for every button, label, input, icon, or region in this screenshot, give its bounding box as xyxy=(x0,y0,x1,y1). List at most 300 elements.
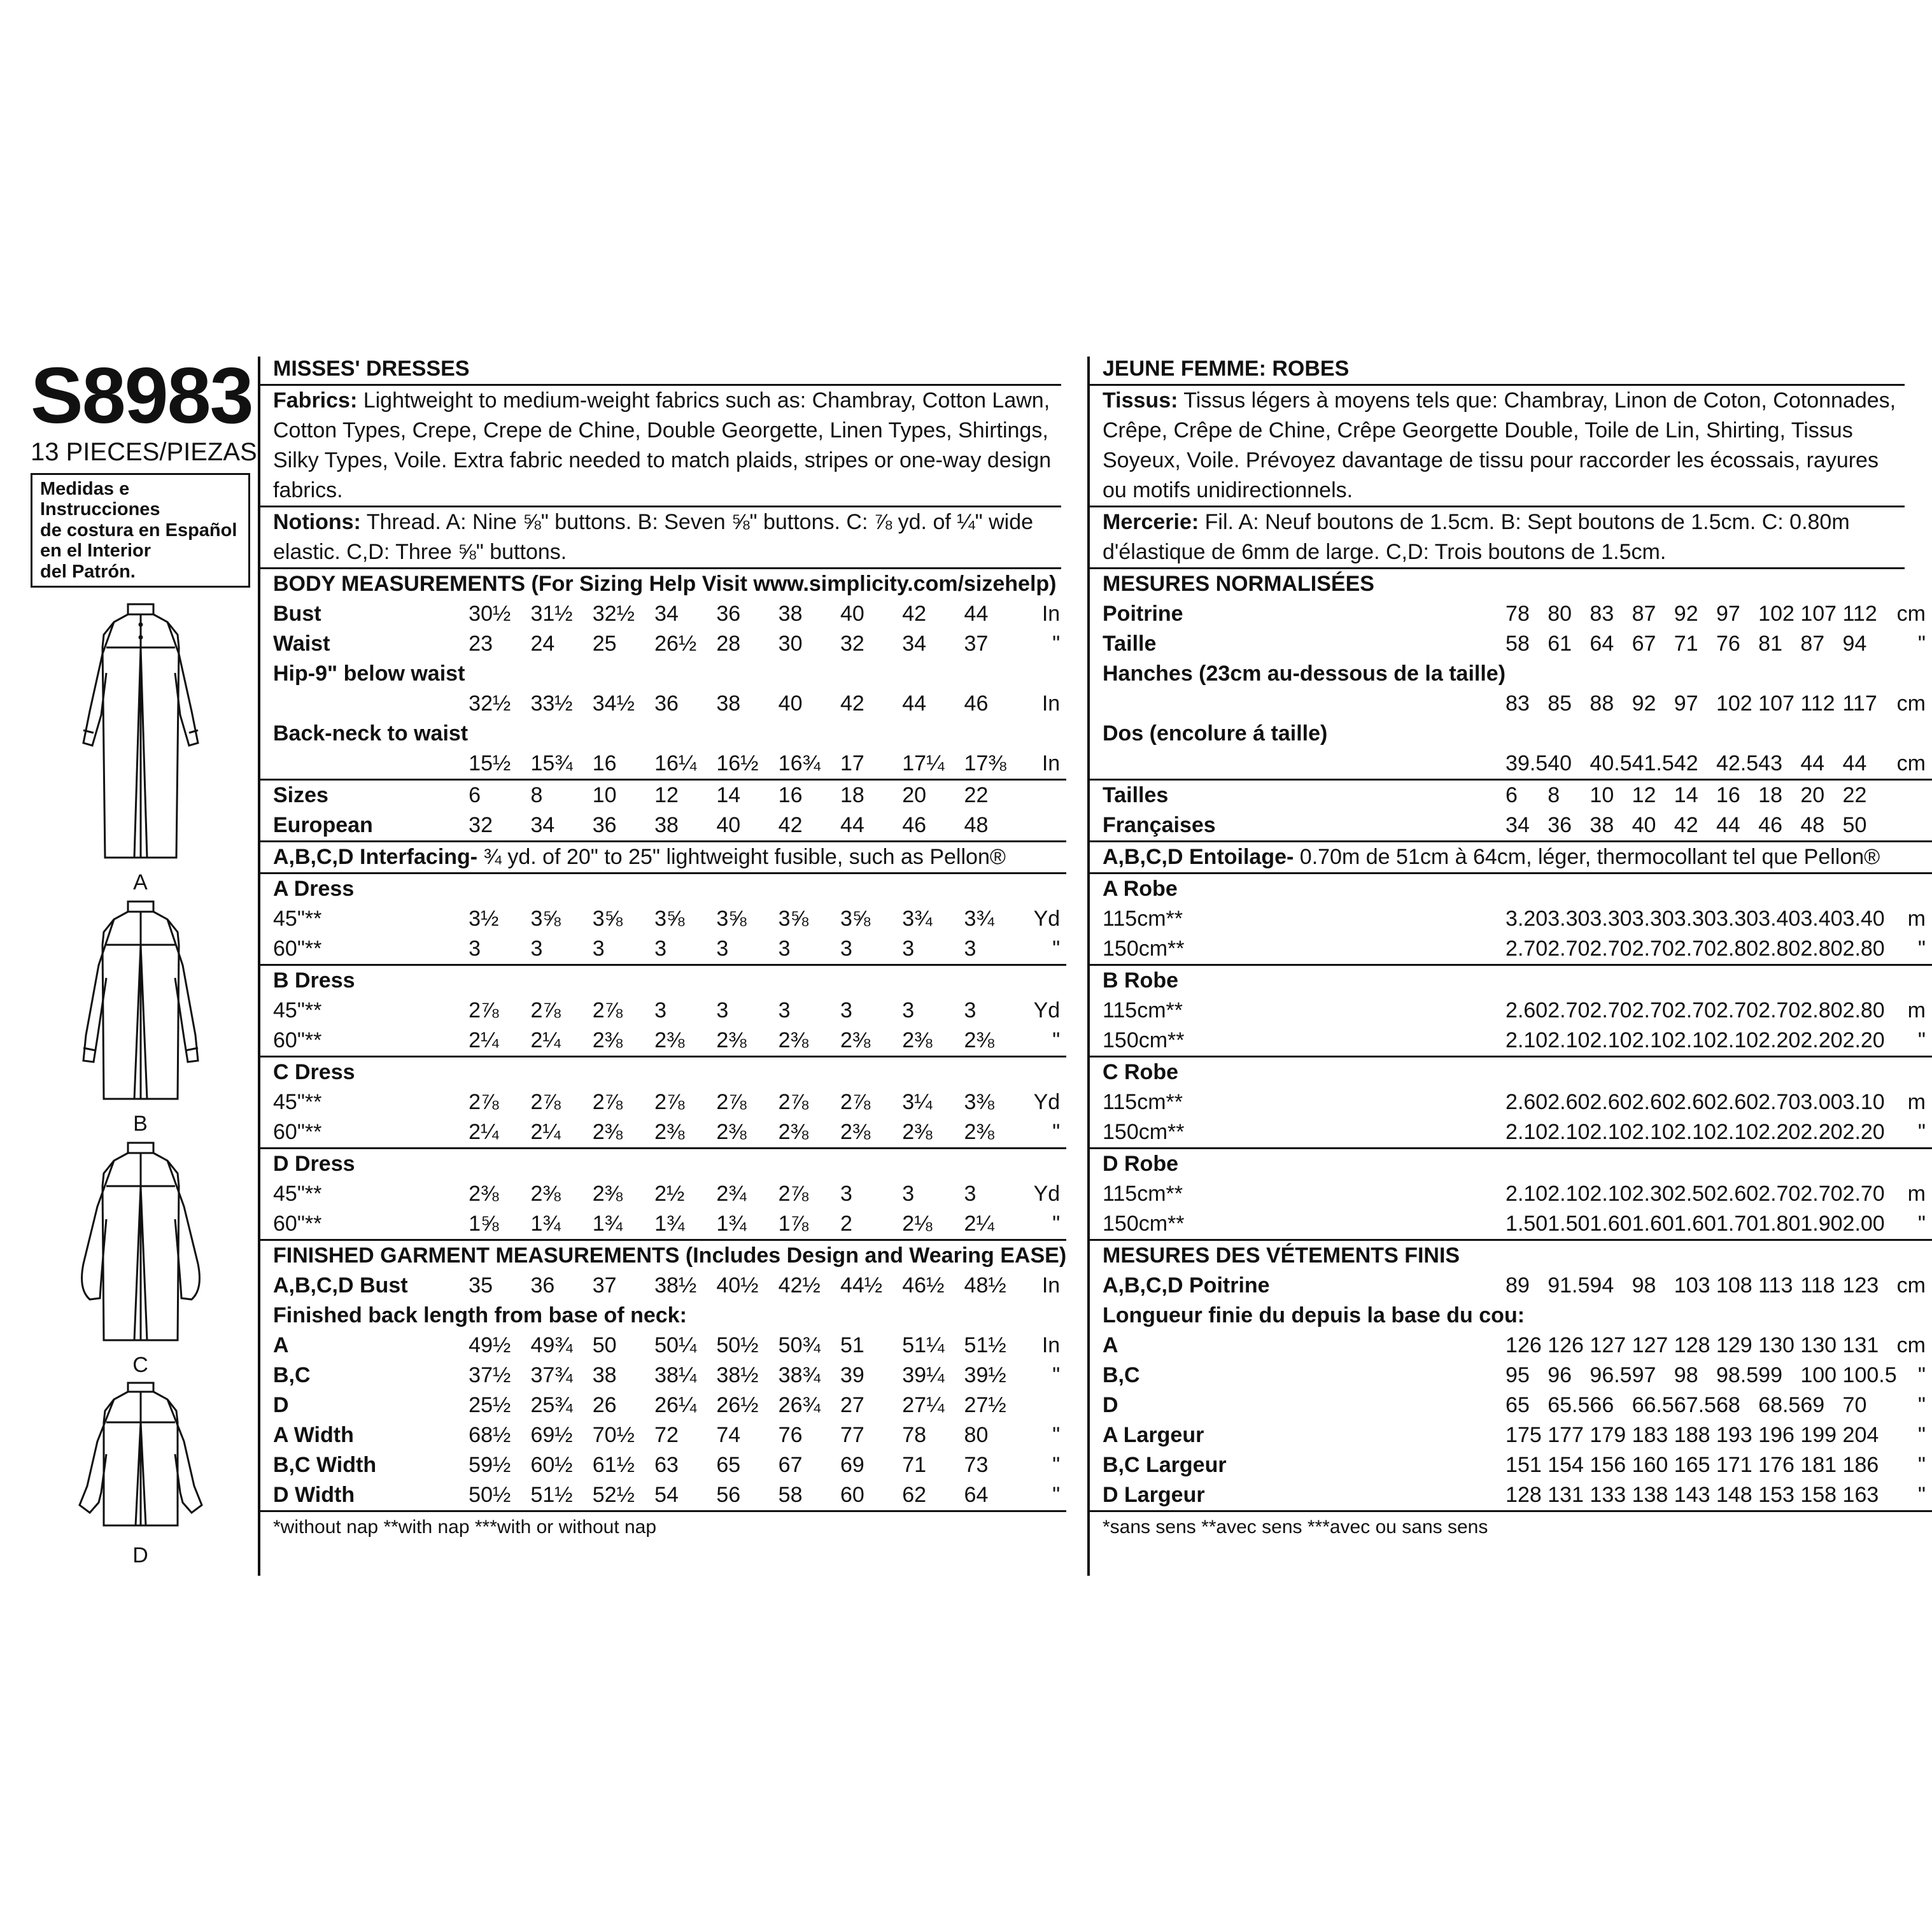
body-row xyxy=(258,719,1066,749)
interfacing-row-text xyxy=(1087,842,1932,874)
value-cell: 102 xyxy=(1758,602,1795,626)
value-cell: 1⅞ xyxy=(779,1209,840,1240)
value-cell: 68½ xyxy=(469,1423,511,1447)
value-cell: 14 xyxy=(1674,783,1698,807)
unit-cell: " xyxy=(1917,632,1926,656)
value-cell: 24 xyxy=(530,632,555,656)
value-cell: 193 xyxy=(1716,1423,1752,1447)
unit-cell: " xyxy=(1917,1393,1926,1417)
value-cell: 2⅜ xyxy=(964,1026,1026,1057)
value-cell: 3 xyxy=(840,1182,852,1206)
value-cell: 14 xyxy=(716,783,741,807)
value-cell xyxy=(1758,719,1800,749)
finished-row xyxy=(1087,1361,1932,1390)
row-label: B,C xyxy=(1103,1363,1140,1387)
yardage-row xyxy=(258,904,1066,934)
value-cell: 188 xyxy=(1674,1423,1710,1447)
value-cell: 2¾ xyxy=(716,1182,747,1206)
row-label: A xyxy=(1103,1333,1118,1357)
value-cell: 2⅜ xyxy=(902,1117,964,1149)
value-cell: 78 xyxy=(902,1423,927,1447)
value-cell: 58 xyxy=(1505,632,1530,656)
value-cell: 3 xyxy=(902,934,964,965)
yardage-row xyxy=(258,1209,1066,1240)
value-cell: 2¼ xyxy=(964,1209,1026,1240)
spanish-line: del Patrón. xyxy=(40,561,136,582)
body-row xyxy=(258,659,1066,689)
value-cell: 74 xyxy=(716,1423,741,1447)
panel-title: JEUNE FEMME: ROBES xyxy=(1087,354,1905,386)
row-label: 60"** xyxy=(258,1117,469,1149)
value-cell: 2⅞ xyxy=(778,1090,808,1114)
fabrics-section xyxy=(1087,386,1905,507)
value-cell: 17⅜ xyxy=(964,749,1026,780)
value-cell: 118 xyxy=(1800,1273,1835,1298)
value-cell: 87 xyxy=(1632,602,1656,626)
value-cell: 37 xyxy=(964,632,989,656)
value-cell: 102 xyxy=(1716,691,1752,716)
value-cell: 2.10 xyxy=(1674,1026,1716,1057)
view-yardage-heading-text: B Robe xyxy=(1103,968,1178,993)
value-cell: 100 xyxy=(1800,1363,1837,1387)
value-cell: 36 xyxy=(530,1273,555,1298)
unit-cell: " xyxy=(1026,934,1066,965)
value-cell: 123 xyxy=(1842,1273,1879,1298)
value-cell: 68 xyxy=(1716,1393,1740,1417)
yardage-row xyxy=(1087,1087,1932,1117)
row-label: 45"** xyxy=(273,1182,322,1206)
unit-cell: " xyxy=(1052,1363,1061,1387)
value-cell: 25½ xyxy=(469,1393,511,1417)
value-cell: 72 xyxy=(654,1423,679,1447)
value-cell: 50½ xyxy=(469,1480,530,1511)
yardage-row xyxy=(1087,934,1932,965)
value-cell: 171 xyxy=(1716,1453,1752,1477)
row-label: A xyxy=(273,1333,289,1357)
row-label: 150cm** xyxy=(1087,1117,1505,1149)
value-cell: 27 xyxy=(840,1393,864,1417)
value-cell: 3.40 xyxy=(1800,907,1843,931)
value-cell: 38½ xyxy=(654,1273,697,1298)
value-cell: 95 xyxy=(1505,1363,1530,1387)
pattern-number: S8983 xyxy=(31,352,253,440)
value-cell xyxy=(1590,659,1632,689)
value-cell: 67.5 xyxy=(1674,1393,1716,1417)
finished-measurements-heading xyxy=(258,1240,1066,1271)
yardage-row xyxy=(258,996,1066,1026)
view-yardage-heading-text: A Dress xyxy=(273,877,355,901)
value-cell: 2.80 xyxy=(1800,934,1842,965)
value-cell: 2.10 xyxy=(1632,1117,1674,1149)
value-cell: 2⅜ xyxy=(654,1026,716,1057)
value-cell: 151 xyxy=(1505,1453,1542,1477)
finished-row xyxy=(1087,1331,1932,1361)
value-cell: 2⅜ xyxy=(840,1117,902,1149)
unit-cell: " xyxy=(1897,1209,1932,1240)
spanish-line: en el Interior xyxy=(40,541,152,562)
unit-cell xyxy=(1026,1390,1066,1420)
finished-measurements-heading xyxy=(1087,1240,1932,1271)
unit-cell: " xyxy=(1052,1453,1061,1477)
value-cell: 1.80 xyxy=(1758,1209,1800,1240)
value-cell xyxy=(1716,659,1758,689)
value-cell: 143 xyxy=(1674,1480,1716,1511)
value-cell: 22 xyxy=(1842,783,1867,807)
value-cell: 2⅜ xyxy=(716,1117,778,1149)
value-cell: 31½ xyxy=(530,602,573,626)
value-cell: 38½ xyxy=(716,1363,759,1387)
finished-row xyxy=(1087,1480,1932,1511)
value-cell xyxy=(593,719,654,749)
row-label: Tailles xyxy=(1103,783,1169,807)
value-cell: 76 xyxy=(1716,632,1740,656)
value-cell: 2⅜ xyxy=(964,1117,1026,1149)
value-cell: 2⅜ xyxy=(779,1026,840,1057)
value-cell: 2.60 xyxy=(1632,1090,1674,1114)
interfacing-text: 0.70m de 51cm à 64cm, léger, thermocollant tel que Pellon® xyxy=(1294,845,1880,869)
yardage-row xyxy=(1087,1179,1932,1209)
value-cell: 103 xyxy=(1674,1273,1710,1298)
value-cell: 2.10 xyxy=(1548,1182,1590,1206)
value-cell: 49½ xyxy=(469,1333,511,1357)
value-cell: 96.5 xyxy=(1590,1363,1632,1387)
value-cell: 37½ xyxy=(469,1363,511,1387)
unit-cell: " xyxy=(1026,1209,1066,1240)
finished-row xyxy=(258,1390,1066,1420)
english-panel xyxy=(258,354,1067,1542)
value-cell: 3.10 xyxy=(1842,1090,1885,1114)
value-cell: 2.10 xyxy=(1716,1117,1758,1149)
unit-cell: " xyxy=(1052,632,1061,656)
value-cell: 69½ xyxy=(530,1423,573,1447)
unit-cell: " xyxy=(1917,1423,1926,1447)
view-yardage-heading-text: D Dress xyxy=(273,1152,355,1176)
view-label-b: B xyxy=(133,1112,148,1136)
value-cell: 44 xyxy=(964,602,989,626)
measurement-table xyxy=(258,569,1066,1512)
value-cell xyxy=(1843,659,1897,689)
value-cell: 16¼ xyxy=(654,749,716,780)
view-yardage-heading xyxy=(258,1057,1066,1088)
value-cell: 2.60 xyxy=(1590,1090,1632,1114)
unit-cell: cm xyxy=(1896,1273,1926,1298)
view-yardage-heading xyxy=(1087,874,1932,905)
value-cell: 126 xyxy=(1548,1333,1584,1357)
finished-row xyxy=(258,1480,1066,1511)
row-label: A Width xyxy=(273,1423,354,1447)
value-cell: 3⅝ xyxy=(716,907,747,931)
row-label: A,B,C,D Bust xyxy=(273,1273,408,1298)
unit-cell: cm xyxy=(1897,749,1932,780)
value-cell: 42 xyxy=(902,602,927,626)
value-cell: 2⅜ xyxy=(593,1026,654,1057)
value-cell: 2.10 xyxy=(1590,1182,1632,1206)
value-cell: 38¼ xyxy=(654,1363,697,1387)
fabrics-text: Lightweight to medium-weight fabrics such as: Chambray, Cotton Lawn, Cotton Types, Crepe, Crepe de Chine, Double Georgette, Linen Types, Shirtings, Silky Types, Voile. Extra fabric needed to match plaids, stripes or one-way design fabrics. xyxy=(273,388,1052,502)
row-label: B,C Width xyxy=(273,1453,377,1477)
value-cell: 46½ xyxy=(902,1273,945,1298)
body-measurements-heading xyxy=(258,569,1066,599)
value-cell: 160 xyxy=(1632,1453,1668,1477)
value-cell: 3⅝ xyxy=(530,907,561,931)
yardage-row xyxy=(1087,1026,1932,1057)
value-cell: 126 xyxy=(1505,1333,1542,1357)
value-cell: 2.10 xyxy=(1548,1117,1590,1149)
value-cell: 94 xyxy=(1842,632,1867,656)
yardage-row xyxy=(1087,1209,1932,1240)
value-cell: 61 xyxy=(1548,632,1572,656)
value-cell: 2.70 xyxy=(1632,998,1674,1022)
value-cell: 2.70 xyxy=(1590,998,1632,1022)
value-cell xyxy=(1800,659,1842,689)
value-cell: 51½ xyxy=(964,1333,1006,1357)
value-cell: 44 xyxy=(840,810,902,842)
value-cell: 3⅝ xyxy=(654,907,685,931)
view-illustrations xyxy=(31,597,250,1568)
notions-text: Thread. A: Nine ⅝" buttons. B: Seven ⅝" buttons. C: ⅞ yd. of ¼" wide elastic. C,D: Three ⅝" buttons. xyxy=(273,510,1034,564)
notions-section xyxy=(258,507,1061,569)
value-cell: 2.70 xyxy=(1548,934,1590,965)
value-cell: 176 xyxy=(1758,1453,1795,1477)
value-cell xyxy=(593,659,654,689)
value-cell xyxy=(1505,719,1548,749)
value-cell: 98.5 xyxy=(1716,1363,1759,1387)
row-label: B,C xyxy=(273,1363,311,1387)
yardage-row xyxy=(258,1087,1066,1117)
value-cell: 2⅞ xyxy=(840,1090,871,1114)
value-cell: 99 xyxy=(1758,1363,1782,1387)
value-cell: 64 xyxy=(1590,632,1614,656)
view-yardage-heading-text: C Dress xyxy=(273,1060,355,1084)
value-cell: 30 xyxy=(778,632,803,656)
value-cell: 154 xyxy=(1548,1453,1584,1477)
value-cell: 2⅞ xyxy=(469,998,499,1022)
interfacing-label: A,B,C,D Entoilage- xyxy=(1103,845,1294,869)
value-cell xyxy=(840,659,902,689)
value-cell: 26¼ xyxy=(654,1393,697,1417)
value-cell: 3 xyxy=(654,998,666,1022)
value-cell: 181 xyxy=(1800,1453,1837,1477)
unit-cell xyxy=(1897,780,1932,811)
value-cell: 148 xyxy=(1716,1480,1758,1511)
value-cell: 16 xyxy=(1716,783,1740,807)
unit-cell: In xyxy=(1041,691,1061,716)
value-cell: 73 xyxy=(964,1453,989,1477)
value-cell: 2.20 xyxy=(1843,1026,1897,1057)
value-cell: 2⅜ xyxy=(593,1117,654,1149)
value-cell: 26½ xyxy=(654,632,697,656)
row-label: 150cm** xyxy=(1087,1026,1505,1057)
view-yardage-heading-text: B Dress xyxy=(273,968,355,993)
value-cell: 85 xyxy=(1548,691,1572,716)
value-cell: 112 xyxy=(1800,691,1835,716)
value-cell: 40 xyxy=(1632,810,1674,842)
unit-cell xyxy=(1026,719,1066,749)
unit-cell: " xyxy=(1897,1117,1932,1149)
value-cell xyxy=(902,659,964,689)
value-cell: 44 xyxy=(902,691,927,716)
back-length-heading-text: Longueur finie du depuis la base du cou: xyxy=(1103,1303,1525,1327)
value-cell: 2⅞ xyxy=(716,1090,747,1114)
finished-row xyxy=(1087,1420,1932,1450)
row-label: Dos (encolure á taille) xyxy=(1103,721,1328,746)
value-cell: 2.80 xyxy=(1842,998,1885,1022)
value-cell: 66 xyxy=(1590,1393,1614,1417)
value-cell: 94 xyxy=(1590,1273,1614,1298)
value-cell: 42 xyxy=(1674,810,1716,842)
value-cell: 2.10 xyxy=(1590,1026,1632,1057)
value-cell: 2⅞ xyxy=(778,1182,808,1206)
value-cell: 108 xyxy=(1716,1273,1752,1298)
value-cell: 3 xyxy=(840,998,852,1022)
value-cell: 128 xyxy=(1674,1333,1710,1357)
value-cell: 16¾ xyxy=(779,749,840,780)
value-cell: 34 xyxy=(530,810,592,842)
value-cell: 50¾ xyxy=(778,1333,821,1357)
value-cell: 3 xyxy=(716,934,778,965)
value-cell: 1.50 xyxy=(1505,1209,1548,1240)
unit-cell: " xyxy=(1917,1453,1926,1477)
yardage-row xyxy=(258,1117,1066,1149)
value-cell: 83 xyxy=(1505,691,1530,716)
finished-bust-row xyxy=(1087,1271,1932,1301)
yardage-row xyxy=(1087,1117,1932,1149)
value-cell: 40 xyxy=(778,691,803,716)
value-cell: 2.30 xyxy=(1632,1182,1674,1206)
value-cell: 2.20 xyxy=(1758,1117,1800,1149)
french-panel xyxy=(1087,354,1926,1542)
value-cell: 2.60 xyxy=(1716,1090,1759,1114)
value-cell: 87 xyxy=(1800,632,1825,656)
yardage-row xyxy=(258,1026,1066,1057)
value-cell: 66.5 xyxy=(1632,1393,1674,1417)
row-label: 45"** xyxy=(273,907,322,931)
row-label: 45"** xyxy=(273,1090,322,1114)
value-cell: 3¾ xyxy=(902,907,933,931)
value-cell xyxy=(964,719,1026,749)
finished-row xyxy=(258,1361,1066,1390)
finished-bust-row xyxy=(258,1271,1066,1301)
value-cell: 62 xyxy=(902,1480,964,1511)
value-cell: 81 xyxy=(1758,632,1782,656)
value-cell: 71 xyxy=(1674,632,1698,656)
value-cell: 3⅜ xyxy=(964,1090,994,1114)
value-cell: 71 xyxy=(902,1453,927,1477)
value-cell: 22 xyxy=(964,783,989,807)
value-cell: 3.00 xyxy=(1800,1090,1843,1114)
value-cell: 2.10 xyxy=(1548,1026,1590,1057)
panel-title: MISSES' DRESSES xyxy=(258,354,1061,386)
value-cell: 1¾ xyxy=(593,1209,654,1240)
value-cell: 16½ xyxy=(716,749,778,780)
value-cell: 1.50 xyxy=(1548,1209,1590,1240)
value-cell: 65 xyxy=(716,1453,741,1477)
value-cell: 2.70 xyxy=(1800,1182,1843,1206)
value-cell: 3.30 xyxy=(1590,907,1632,931)
back-length-heading-text: Finished back length from base of neck: xyxy=(273,1303,687,1327)
value-cell: 199 xyxy=(1800,1423,1837,1447)
value-cell: 3¼ xyxy=(902,1090,933,1114)
value-cell: 3.30 xyxy=(1716,907,1759,931)
value-cell: 80 xyxy=(964,1423,989,1447)
notions-section xyxy=(1087,507,1905,569)
value-cell: 10 xyxy=(592,783,617,807)
value-cell: 39.5 xyxy=(1505,749,1548,780)
value-cell: 49¾ xyxy=(530,1333,573,1357)
value-cell: 40½ xyxy=(716,1273,759,1298)
unit-cell xyxy=(1897,719,1932,749)
unit-cell: " xyxy=(1052,1423,1061,1447)
row-label: Hip-9" below waist xyxy=(273,661,465,686)
finished-row xyxy=(1087,1450,1932,1480)
value-cell: 40 xyxy=(1548,749,1590,780)
value-cell: 28 xyxy=(716,632,741,656)
row-label: European xyxy=(258,810,469,842)
value-cell: 42 xyxy=(840,691,864,716)
value-cell: 1.60 xyxy=(1674,1209,1716,1240)
value-cell: 2⅜ xyxy=(779,1117,840,1149)
value-cell: 3 xyxy=(778,998,791,1022)
value-cell: 92 xyxy=(1632,691,1656,716)
value-cell: 27½ xyxy=(964,1393,1006,1417)
value-cell: 65.5 xyxy=(1548,1393,1590,1417)
value-cell: 133 xyxy=(1590,1480,1632,1511)
value-cell: 91.5 xyxy=(1548,1273,1590,1298)
value-cell: 3 xyxy=(964,998,977,1022)
value-cell xyxy=(1632,719,1674,749)
value-cell: 2⅞ xyxy=(530,1090,561,1114)
body-row xyxy=(258,689,1066,719)
unit-cell: " xyxy=(1917,1363,1926,1387)
value-cell: 2.10 xyxy=(1505,1026,1548,1057)
row-label: A Largeur xyxy=(1103,1423,1204,1447)
value-cell xyxy=(1548,719,1590,749)
value-cell: 3 xyxy=(530,934,592,965)
value-cell: 107 xyxy=(1758,691,1795,716)
value-cell xyxy=(654,659,716,689)
unit-cell: m xyxy=(1907,1182,1926,1206)
value-cell: 97 xyxy=(1716,602,1740,626)
value-cell: 83 xyxy=(1590,602,1614,626)
value-cell: 97 xyxy=(1674,691,1698,716)
value-cell xyxy=(1505,659,1548,689)
value-cell: 44½ xyxy=(840,1273,883,1298)
value-cell: 16 xyxy=(593,749,654,780)
value-cell: 1.60 xyxy=(1632,1209,1674,1240)
value-cell: 78 xyxy=(1505,602,1530,626)
value-cell: 64 xyxy=(964,1480,1026,1511)
value-cell: 42 xyxy=(1674,749,1716,780)
spanish-instructions-box xyxy=(31,473,250,588)
value-cell: 77 xyxy=(840,1423,864,1447)
value-cell: 2⅜ xyxy=(902,1026,964,1057)
view-yardage-heading xyxy=(1087,1057,1932,1088)
value-cell: 36 xyxy=(593,810,654,842)
body-row xyxy=(1087,629,1932,659)
interfacing-text: ¾ yd. of 20" to 25" lightweight fusible, such as Pellon® xyxy=(477,845,1006,869)
value-cell: 32 xyxy=(840,632,864,656)
row-label: A,B,C,D Poitrine xyxy=(1103,1273,1270,1298)
value-cell: 3 xyxy=(593,934,654,965)
value-cell: 38 xyxy=(592,1363,617,1387)
value-cell: 2½ xyxy=(654,1182,685,1206)
value-cell: 3.30 xyxy=(1632,907,1674,931)
unit-cell: " xyxy=(1897,1480,1932,1511)
value-cell: 32½ xyxy=(469,691,511,716)
value-cell: 113 xyxy=(1758,1273,1793,1298)
value-cell: 165 xyxy=(1674,1453,1710,1477)
view-yardage-heading xyxy=(258,1149,1066,1180)
